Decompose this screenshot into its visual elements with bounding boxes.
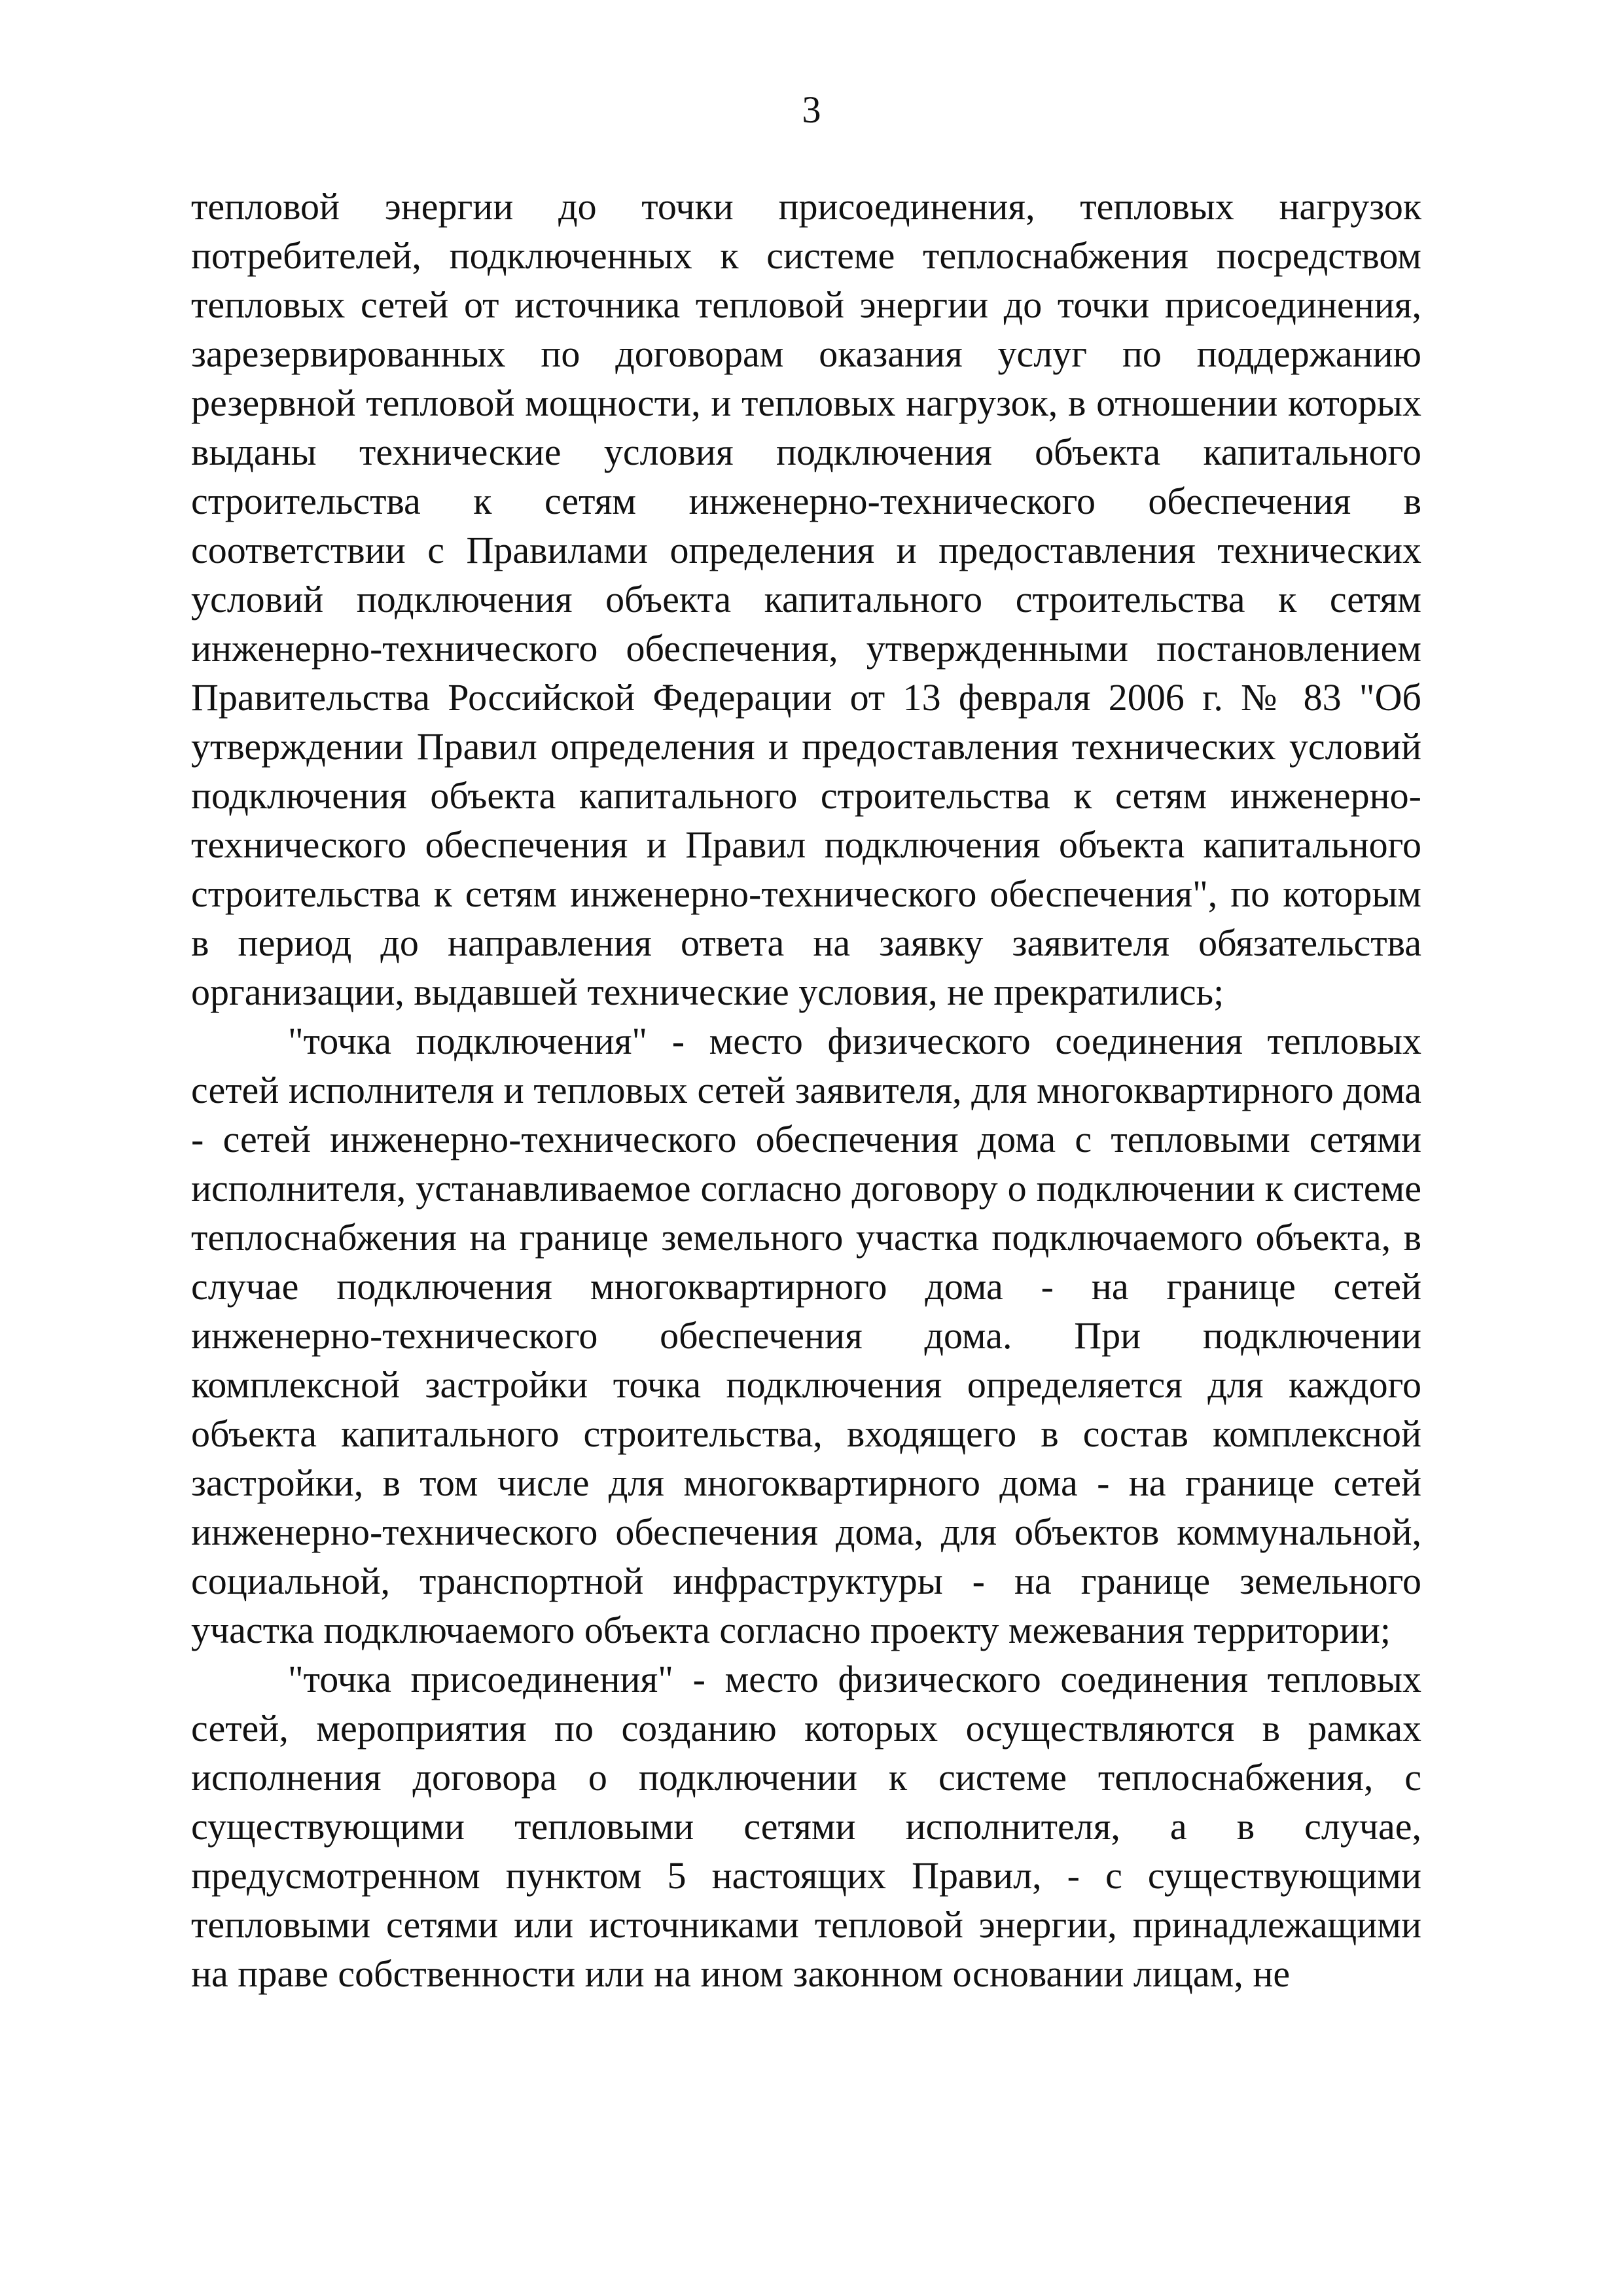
paragraph-connection-point-definition: "точка подключения" - место физического соединения тепловых сетей исполнителя и тепловых сетей заявителя, для многоквартирного дома - сетей инженерно-технического обеспечения дома с тепловыми сетями исполнителя, устанавливаемое согласно договору о подключении к системе теплоснабжения на границе земельного участка подключаемого объекта, в случае подключения многоквартирного дома - на границе сетей инженерно-технического обеспечения дома. При подключении комплексной застройки точка подключения определяется для каждого объекта капитального строительства, входящего в состав комплексной застройки, в том числе для многоквартирного дома - на границе сетей инженерно-технического обеспечения дома, для объектов коммунальной, социальной, транспортной инфраструктуры - на границе земельного участка подключаемого объекта согласно проекту межевания территории; xyxy=(191,1020,1421,1651)
paragraph-continuation: тепловой энергии до точки присоединения, тепловых нагрузок потребителей, подключенных к системе теплоснабжения посредством тепловых сетей от источника тепловой энергии до точки присоединения, зарезервированных по договорам оказания услуг по поддержанию резервной тепловой мощности, и тепловых нагрузок, в отношении которых выданы технические условия подключения объекта капитального строительства к сетям инженерно-технического обеспечения в соответствии с Правилами определения и предоставления технических условий подключения объекта капитального строительства к сетям инженерно-технического обеспечения, утвержденными постановлением Правительства Российской Федерации от 13 февраля 2006 г. № 83 "Об утверждении Правил определения и предоставления технических условий подключения объекта капитального строительства к сетям инженерно-технического обеспечения и Правил подключения объекта капитального строительства к сетям инженерно-технического обеспечения", по которым в период до направления ответа на заявку заявителя обязательства организации, выдавшей технические условия, не прекратились; xyxy=(191,185,1421,1013)
paragraph-attachment-point-definition: "точка присоединения" - место физического соединения тепловых сетей, мероприятия по созданию которых осуществляются в рамках исполнения договора о подключении к системе теплоснабжения, с существующими тепловыми сетями исполнителя, а в случае, предусмотренном пунктом 5 настоящих Правил, - с существующими тепловыми сетями или источниками тепловой энергии, принадлежащими на праве собственности или на ином законном основании лицам, не xyxy=(191,1658,1421,1995)
page-number: 3 xyxy=(802,88,821,131)
document-body xyxy=(191,182,1421,1998)
